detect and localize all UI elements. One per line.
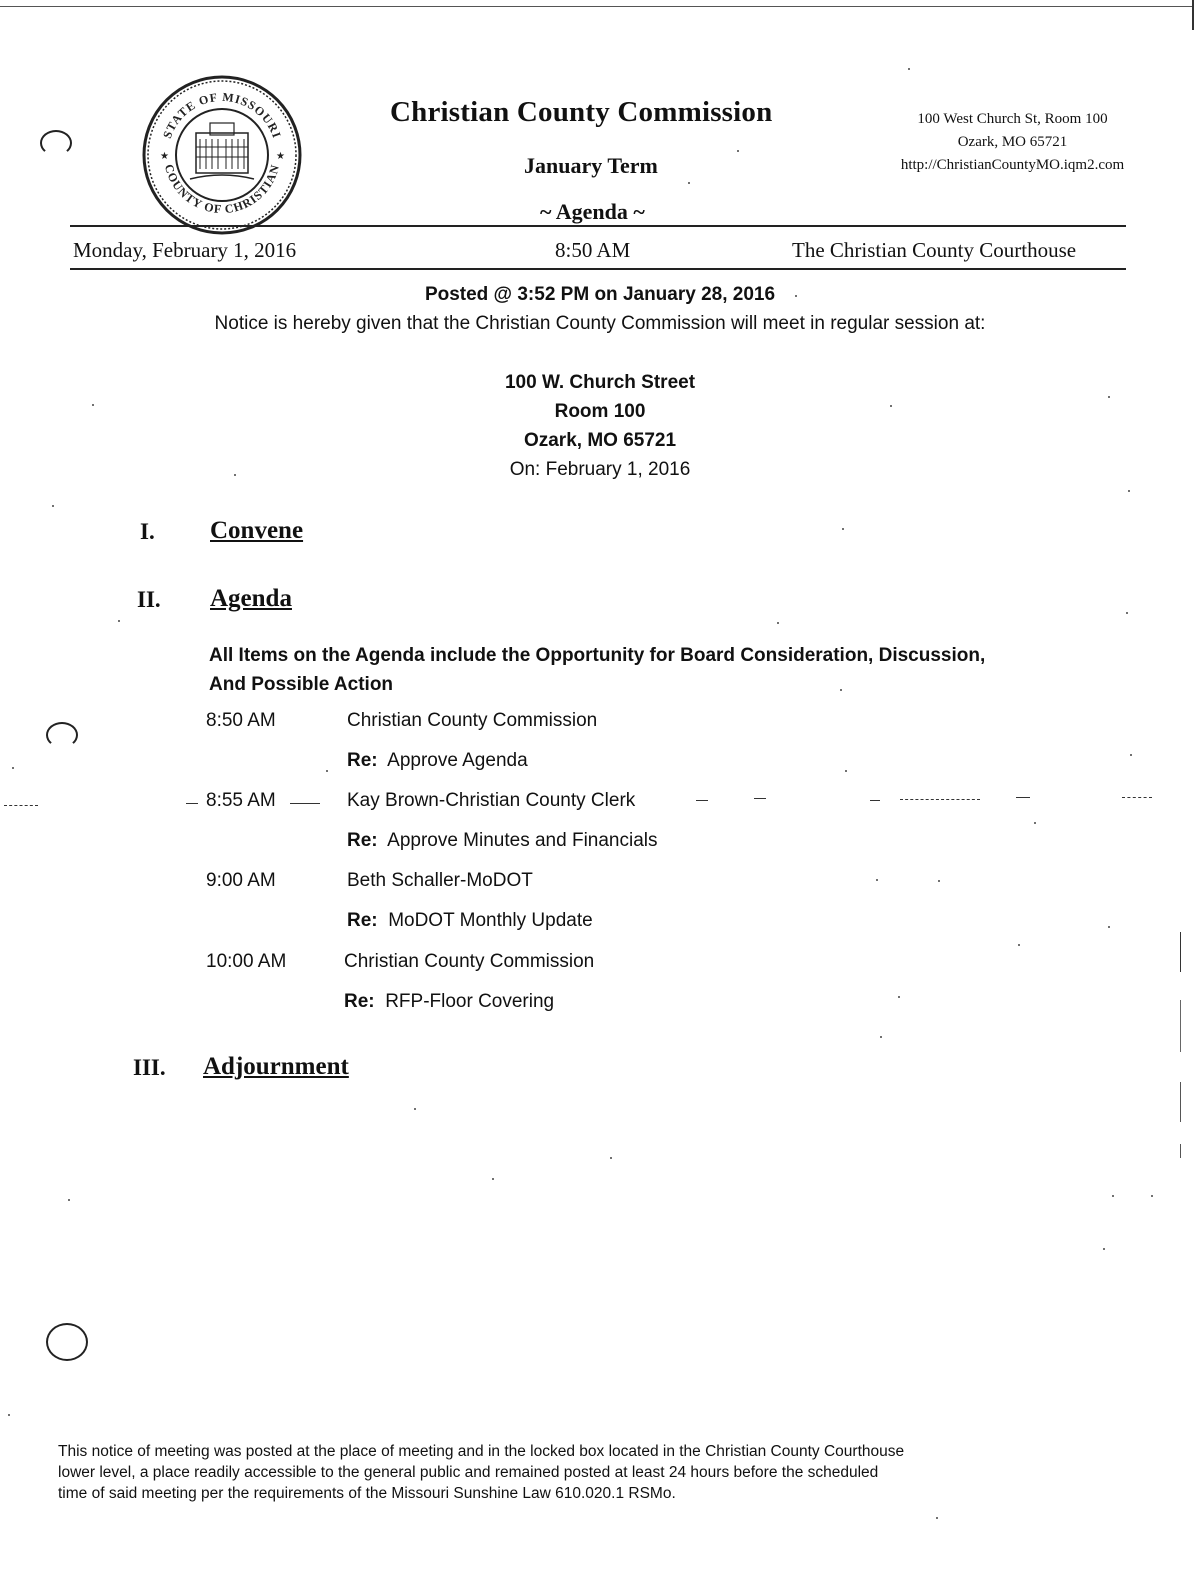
re-text: Approve Minutes and Financials bbox=[387, 830, 658, 851]
scan-speck bbox=[1018, 944, 1020, 946]
scan-speck bbox=[1108, 926, 1110, 928]
scan-speck bbox=[777, 622, 779, 624]
seal-top-text: STATE OF MISSOURI bbox=[159, 89, 285, 141]
item-time: 10:00 AM bbox=[206, 951, 287, 972]
item-time: 8:50 AM bbox=[206, 710, 276, 731]
footer-line: This notice of meeting was posted at the place of meeting and in the locked box located in the Christian County Courthouse bbox=[58, 1443, 905, 1460]
scan-dash bbox=[1122, 797, 1152, 799]
scan-speck bbox=[842, 528, 844, 530]
scan-dash bbox=[186, 803, 198, 804]
scan-speck bbox=[52, 505, 54, 507]
header-rule-bottom bbox=[70, 268, 1126, 270]
meeting-date: Monday, February 1, 2016 bbox=[73, 238, 297, 262]
item-presenter: Kay Brown-Christian County Clerk bbox=[347, 790, 636, 811]
re-label: Re: bbox=[347, 750, 378, 771]
notice-text: Notice is hereby given that the Christian County Commission will meet in regular session at: bbox=[214, 313, 986, 334]
scan-speck bbox=[8, 1414, 10, 1416]
seal-star-icon: ★ bbox=[160, 151, 169, 162]
scan-dash bbox=[696, 800, 708, 801]
scan-dash bbox=[754, 798, 766, 799]
scan-mark bbox=[1180, 1144, 1181, 1158]
location-room: Room 100 bbox=[554, 401, 646, 422]
meeting-location bbox=[0, 368, 1200, 484]
scan-dash bbox=[4, 805, 38, 807]
scan-mark bbox=[1180, 1000, 1181, 1052]
scan-dash bbox=[290, 803, 320, 804]
section-title-convene: Convene bbox=[210, 517, 304, 544]
re-label: Re: bbox=[344, 991, 375, 1012]
header-rule-top bbox=[70, 225, 1126, 227]
scan-speck bbox=[898, 996, 900, 998]
svg-text:COUNTY OF CHRISTIAN bbox=[162, 163, 282, 217]
scan-speck bbox=[737, 150, 739, 152]
county-seal-icon bbox=[140, 75, 304, 235]
scan-edge-top bbox=[0, 6, 1192, 7]
item-presenter: Christian County Commission bbox=[344, 951, 595, 972]
website-link[interactable]: http://ChristianCountyMO.iqm2.com bbox=[900, 157, 1125, 173]
agenda-heading: ~ Agenda ~ bbox=[540, 199, 645, 224]
section-number: II. bbox=[137, 587, 161, 612]
re-label: Re: bbox=[347, 830, 378, 851]
scan-dash bbox=[1016, 797, 1030, 798]
seal-star-icon: ★ bbox=[276, 151, 285, 162]
seal-bottom-text: COUNTY OF CHRISTIAN bbox=[161, 162, 283, 217]
footer-line: lower level, a place readily accessible to the general public and remained posted at least 24 hours before the scheduled bbox=[58, 1464, 879, 1481]
scan-mark bbox=[1180, 932, 1181, 972]
scan-speck bbox=[880, 1036, 882, 1038]
term-label: January Term bbox=[524, 153, 658, 178]
item-time: 9:00 AM bbox=[206, 870, 276, 891]
scan-edge-right bbox=[1192, 0, 1194, 30]
item-subject bbox=[347, 750, 528, 772]
item-time: 8:55 AM bbox=[206, 790, 276, 811]
item-presenter: Beth Schaller-MoDOT bbox=[347, 870, 533, 891]
scan-speck bbox=[688, 182, 690, 184]
scan-speck bbox=[1034, 822, 1036, 824]
item-subject bbox=[347, 910, 593, 932]
scan-mark bbox=[1180, 1082, 1181, 1122]
scan-speck bbox=[1103, 1248, 1105, 1250]
scan-speck bbox=[845, 770, 847, 772]
scan-speck bbox=[1130, 754, 1132, 756]
scan-speck bbox=[68, 1199, 70, 1201]
scan-speck bbox=[12, 767, 14, 769]
item-subject bbox=[344, 991, 554, 1013]
scan-speck bbox=[936, 1517, 938, 1519]
re-text: RFP-Floor Covering bbox=[385, 991, 555, 1012]
scan-speck bbox=[1126, 612, 1128, 614]
scan-dash bbox=[870, 800, 880, 801]
organization-title: Christian County Commission bbox=[390, 96, 773, 128]
posting-footer bbox=[58, 1441, 1158, 1504]
header-address bbox=[880, 108, 1145, 177]
re-text: MoDOT Monthly Update bbox=[388, 910, 593, 931]
re-text: Approve Agenda bbox=[387, 750, 528, 771]
punch-hole-bottom bbox=[46, 1323, 88, 1361]
agenda-intro bbox=[209, 641, 1069, 699]
scan-speck bbox=[610, 1157, 612, 1159]
scan-speck bbox=[414, 1108, 416, 1110]
scan-speck bbox=[876, 879, 878, 881]
address-city: Ozark, MO 65721 bbox=[957, 134, 1068, 150]
punch-hole-top bbox=[40, 130, 72, 156]
address-street: 100 West Church St, Room 100 bbox=[917, 111, 1108, 127]
location-city: Ozark, MO 65721 bbox=[523, 430, 677, 451]
re-label: Re: bbox=[347, 910, 378, 931]
section-number: III. bbox=[133, 1055, 166, 1080]
item-subject bbox=[347, 830, 658, 852]
scan-speck bbox=[1128, 490, 1130, 492]
section-title-adjournment: Adjournment bbox=[203, 1053, 349, 1080]
item-presenter: Christian County Commission bbox=[347, 710, 598, 731]
location-street: 100 W. Church Street bbox=[504, 372, 696, 393]
scan-speck bbox=[492, 1178, 494, 1180]
section-number: I. bbox=[140, 519, 155, 544]
scan-speck bbox=[938, 880, 940, 882]
scan-speck bbox=[1112, 1195, 1114, 1197]
location-date: On: February 1, 2016 bbox=[509, 459, 691, 480]
scan-speck bbox=[908, 68, 910, 70]
scan-speck bbox=[1151, 1195, 1153, 1197]
section-title-agenda: Agenda bbox=[210, 585, 292, 612]
meeting-place: The Christian County Courthouse bbox=[792, 238, 1077, 262]
scan-speck bbox=[326, 770, 328, 772]
meeting-time: 8:50 AM bbox=[555, 238, 631, 262]
agenda-intro-line: All Items on the Agenda include the Opportunity for Board Consideration, Discussion, bbox=[209, 645, 986, 666]
posted-timestamp: Posted @ 3:52 PM on January 28, 2016 bbox=[424, 284, 776, 305]
scan-dash bbox=[900, 799, 980, 801]
footer-line: time of said meeting per the requirements of the Missouri Sunshine Law 610.020.1 RSMo. bbox=[58, 1485, 676, 1502]
agenda-intro-line: And Possible Action bbox=[209, 674, 394, 695]
scan-speck bbox=[118, 620, 120, 622]
punch-hole-middle bbox=[46, 722, 78, 748]
